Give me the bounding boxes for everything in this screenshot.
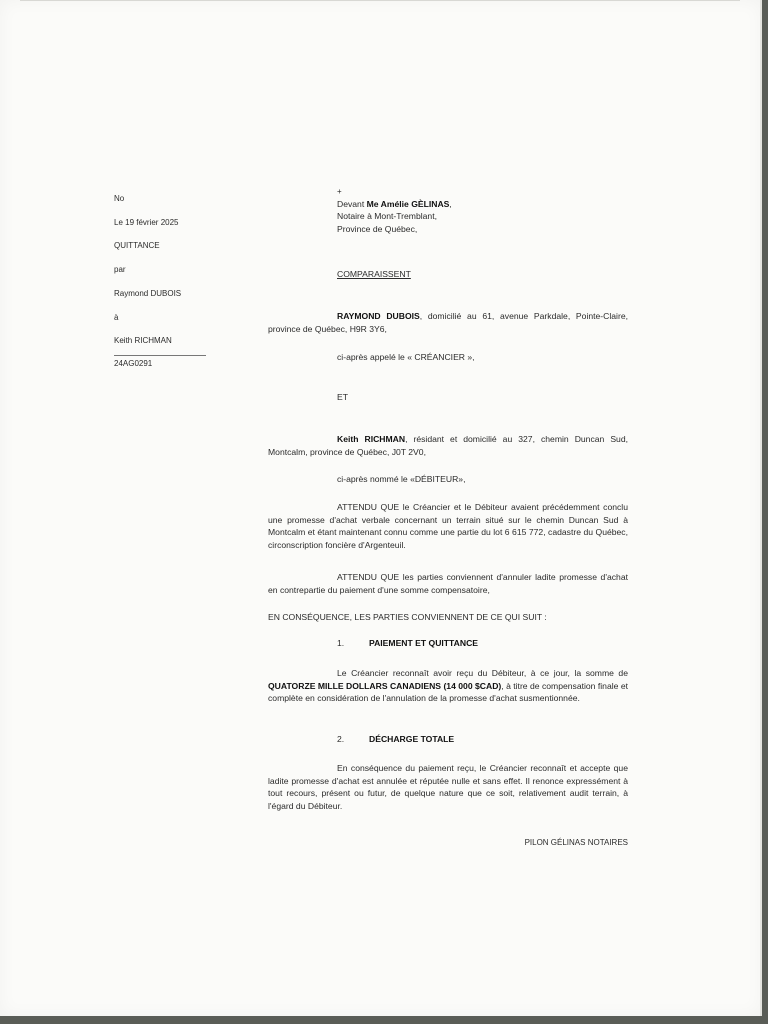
margin-a: à xyxy=(114,313,119,322)
section-1-body xyxy=(268,667,628,705)
notary-location: Notaire à Mont-Tremblant, xyxy=(337,211,437,222)
section-2-body xyxy=(268,762,628,812)
margin-doc-type: QUITTANCE xyxy=(114,241,160,250)
margin-par: par xyxy=(114,265,126,274)
payment-amount: QUATORZE MILLE DOLLARS CANADIENS (14 000 $CAD) xyxy=(268,680,502,691)
margin-party1: Raymond DUBOIS xyxy=(114,289,182,298)
attendu-1: ATTENDU QUE le Créancier et le Débiteur avaient précédemment conclu une promesse d'achat verbale concernant un terrain situé sur le chemin Duncan Sud à Montcalm et étant maintenant connu comme une partie du lot 6 615 772, cadastre du Québec, circonscription foncière d'Argenteuil. xyxy=(268,502,628,550)
creditor-name: RAYMOND DUBOIS xyxy=(337,311,420,321)
attendu-1-block xyxy=(268,501,628,551)
et-wrap xyxy=(337,391,437,404)
section-2-text: En conséquence du paiement reçu, le Créancier reconnaît et accepte que ladite promesse d'achat est annulée et réputée nulle et sans effet. Il renonce expressément à tout recours, présent ou futur, de quelque nature que ce soit, relativement audit terrain, à l'égard du Débiteur. xyxy=(268,763,628,811)
section-2-title: DÉCHARGE TOTALE xyxy=(369,734,455,744)
margin-party2: Keith RICHMAN xyxy=(114,336,172,345)
section-1-title: PAIEMENT ET QUITTANCE xyxy=(369,638,479,648)
creditor-block xyxy=(268,310,628,335)
attendu-2-block xyxy=(268,571,628,596)
section-1-text-before: Le Créancier reconnaît avoir reçu du Débiteur, à ce jour, la somme de xyxy=(337,668,628,678)
header-comma: , xyxy=(449,198,452,209)
section-1-heading xyxy=(337,637,637,650)
debtor-address: , résidant et domicilié au 327, chemin Duncan Sud, Montcalm, province de Québec, J0T 2V0, xyxy=(268,434,628,457)
footer-wrap xyxy=(268,837,628,850)
header-devant: Devant xyxy=(337,198,367,209)
comparaissent-heading: COMPARAISSENT xyxy=(337,269,411,279)
attendu-2: ATTENDU QUE les parties conviennent d'annuler ladite promesse d'achat en contrepartie du paiement d'une somme compensatoire, xyxy=(268,572,628,595)
section-1-text-after: , à titre de compensation finale et complète en considération de l'annulation de la promesse d'achat susmentionnée. xyxy=(268,680,628,704)
consequence-block xyxy=(268,611,628,624)
debtor-designation-wrap xyxy=(337,473,637,486)
creditor-designation: ci-après appelé le « CRÉANCIER », xyxy=(337,352,475,362)
notary-name: Me Amélie GÈLINAS xyxy=(366,198,450,209)
debtor-name: Keith RICHMAN xyxy=(337,434,406,444)
page-right-edge xyxy=(760,0,762,1016)
margin-date: Le 19 février 2025 xyxy=(114,218,179,227)
header-plus-mark: + xyxy=(337,187,342,196)
creditor-address: , domicilié au 61, avenue Parkdale, Pointe-Claire, province de Québec, H9R 3Y6, xyxy=(268,311,628,334)
creditor-designation-wrap xyxy=(337,351,637,364)
section-2-number: 2. xyxy=(337,734,345,744)
notary-province: Province de Québec, xyxy=(337,223,418,234)
section-1-number: 1. xyxy=(337,638,345,648)
debtor-block xyxy=(268,433,628,458)
debtor-designation: ci-après nommé le «DÉBITEUR», xyxy=(337,474,466,484)
notary-header xyxy=(337,186,637,235)
comparaissent-heading-wrap xyxy=(337,268,537,281)
margin-divider xyxy=(114,355,206,356)
firm-footer: PILON GÉLINAS NOTAIRES xyxy=(524,838,628,847)
et-label: ET xyxy=(337,392,348,402)
consequence-line: EN CONSÉQUENCE, LES PARTIES CONVIENNENT DE CE QUI SUIT : xyxy=(268,612,547,622)
section-2-heading xyxy=(337,733,637,746)
margin-no: No xyxy=(114,194,125,203)
margin-file-number: 24AG0291 xyxy=(114,359,153,368)
page-top-edge xyxy=(20,0,740,1)
